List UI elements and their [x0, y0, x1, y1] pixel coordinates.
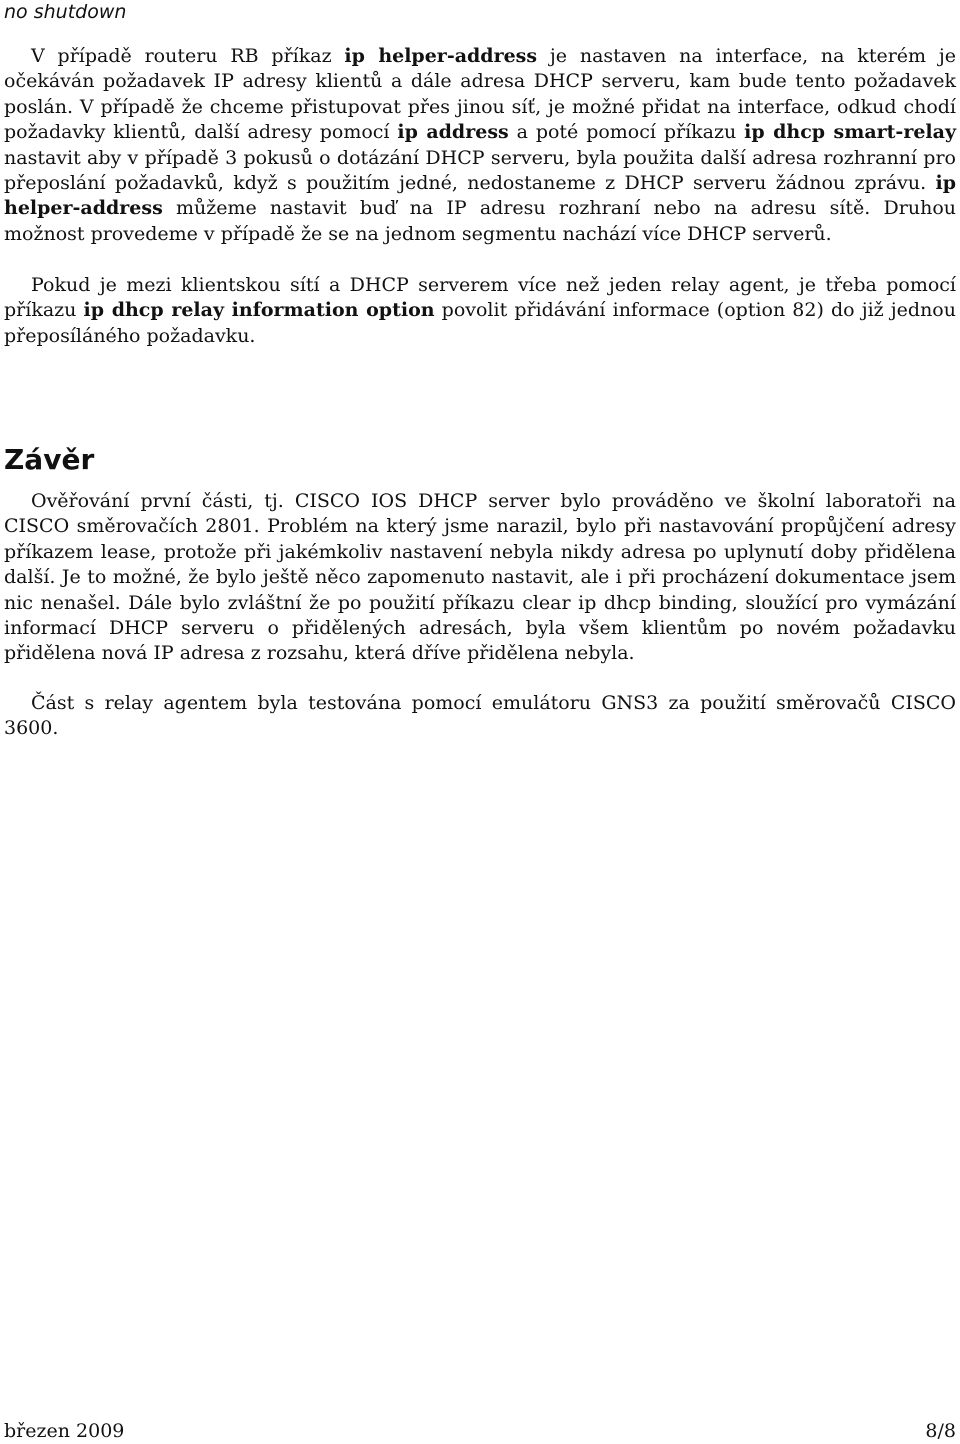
paragraph-text: můžeme nastavit buď na IP adresu rozhraní nebo na adresu sítě. Druhou možnost provedeme v případě že se na jednom segmentu nachází více DHCP serverů. [4, 197, 956, 245]
paragraph-helper-address [4, 44, 956, 247]
paragraph-text: povolit přidávání informace (option 82) do již jednou přeposíláného požadavku. [4, 299, 956, 347]
paragraph-text: Pokud je mezi klientskou sítí a DHCP serverem více než jeden relay agent, je třeba pomocí příkazu [4, 274, 956, 322]
command-keyword: ip helper-address [4, 172, 956, 220]
paragraph-text: V případě routeru RB příkaz [31, 45, 345, 67]
command-keyword: ip dhcp smart-relay [744, 121, 956, 144]
paragraph-text: je nastaven na interface, na kterém je očekáván požadavek IP adresy klientů a dále adresa DHCP serveru, kam bude tento požadavek poslán. V případě že chceme přistupovat přes jinou síť, je možné přidat na interface, odkud chodí požadavky klientů, další adresy pomocí [4, 45, 956, 144]
section-heading: Závěr [4, 443, 95, 476]
paragraph-conclusion [4, 489, 956, 667]
paragraph-relay-test [4, 691, 956, 742]
paragraph-text: Část s relay agentem byla testována pomocí emulátoru GNS3 za použití směrovačů CISCO 3600. [4, 692, 956, 740]
paragraph-text: nastavit aby v případě 3 pokusů o dotázání DHCP serveru, byla použita další adresa rozhranní pro přeposlání požadavků, když s použitím jedné, nedostaneme z DHCP serveru žádnou zprávu. [4, 146, 956, 195]
command-line: no shutdown [4, 1, 127, 23]
paragraph-text: a poté pomocí příkazu [508, 121, 745, 144]
paragraph-text: Ověřování první části, tj. CISCO IOS DHCP server bylo prováděno ve školní laboratoři na CISCO směrovačích 2801. Problém na který jsme narazil, bylo při nastavování propůjčení adresy příkazem lease, protože při jakémkoliv nastavení nebyla nikdy adresa po uplynutí doby přidělena další. Je to možné, že bylo ještě něco zapomenuto nastavit, ale i při procházení dokumentace jsem nic nenašel. Dále bylo zvláštní že po použití příkazu clear ip dhcp binding, sloužící pro vymázání informací DHCP serveru o přidělených adresách, byla všem klientům po novém požadavku přidělena nová IP adresa z rozsahu, která dříve přidělena nebyla. [4, 490, 956, 665]
footer-page-number: 8/8 [925, 1420, 956, 1442]
command-keyword: ip address [397, 121, 509, 144]
command-keyword: ip dhcp relay information option [83, 299, 435, 322]
footer-date: březen 2009 [4, 1420, 125, 1442]
paragraph-relay-option [4, 273, 956, 349]
command-keyword: ip helper-address [344, 45, 538, 67]
